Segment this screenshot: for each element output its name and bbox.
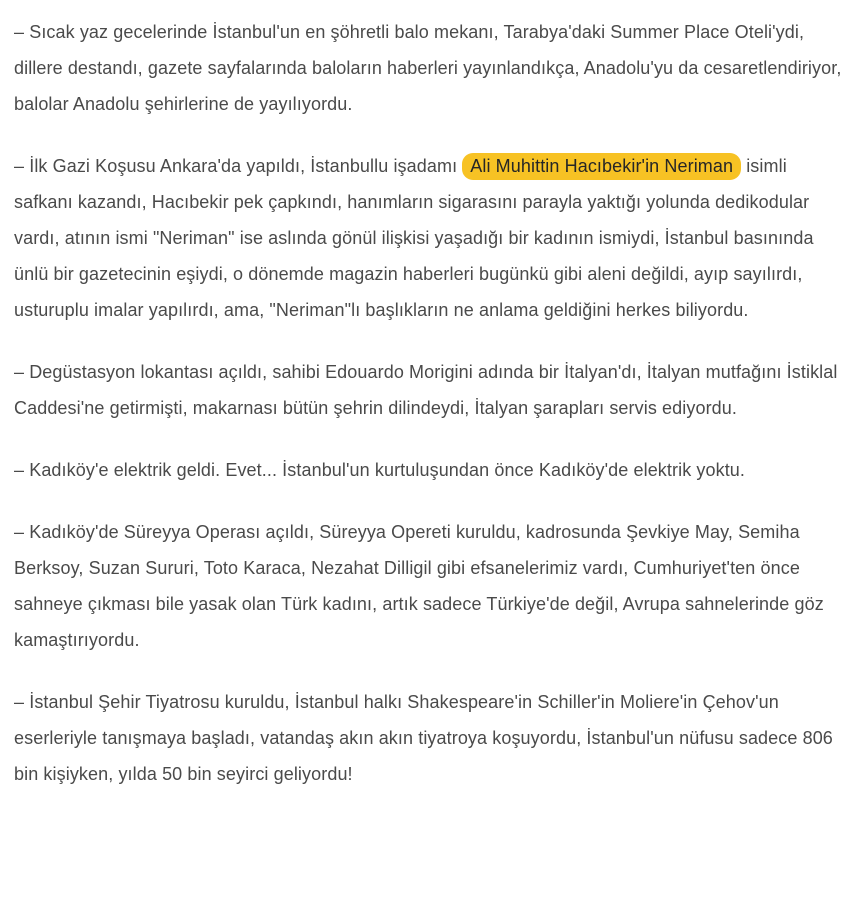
paragraph-balolar: – Sıcak yaz gecelerinde İstanbul'un en şöhretli balo mekanı, Tarabya'daki Summer Place Oteli'ydi, dillere destandı, gazete sayfalarında baloların haberleri yayınlandıkça, Anadolu'yu da cesaretlendiriyor, balolar Anadolu şehirlerine de yayılıyordu. xyxy=(14,22,842,114)
paragraph-sureyya-operasi: – Kadıköy'de Süreyya Operası açıldı, Süreyya Opereti kuruldu, kadrosunda Şevkiye May, Semiha Berksoy, Suzan Sururi, Toto Karaca, Nezahat Dilligil gibi efsanelerimiz vardı, Cumhuriyet'ten önce sahneye çıkması bile yasak olan Türk kadını, artık sadece Türkiye'de değil, Avrupa sahnelerinde göz kamaştırıyordu. xyxy=(14,522,824,650)
paragraph-gazi-kosusu xyxy=(14,148,844,328)
paragraph-kadikoy-elektrik: – Kadıköy'e elektrik geldi. Evet... İstanbul'un kurtuluşundan önce Kadıköy'de elektrik yoktu. xyxy=(14,460,746,480)
paragraph-degustasyon: – Degüstasyon lokantası açıldı, sahibi Edouardo Morigini adında bir İtalyan'dı, İtalyan mutfağını İstiklal Caddesi'ne getirmişti, makarnası bütün şehrin dilindeydi, İtalyan şarapları servis ediyordu. xyxy=(14,362,838,418)
paragraph-text-before-highlight: – İlk Gazi Koşusu Ankara'da yapıldı, İstanbullu işadamı xyxy=(14,156,463,176)
paragraph-sehir-tiyatrosu: – İstanbul Şehir Tiyatrosu kuruldu, İstanbul halkı Shakespeare'in Schiller'in Moliere'in Çehov'un eserleriyle tanışmaya başladı, vatandaş akın akın tiyatroya koşuyordu, İstanbul'un nüfusu sadece 806 bin kişiyken, yılda 50 bin seyirci geliyordu! xyxy=(14,692,833,784)
highlight-mark: Ali Muhittin Hacıbekir'in Neriman xyxy=(462,153,741,180)
paragraph-text-after-highlight: isimli safkanı kazandı, Hacıbekir pek çapkındı, hanımların sigarasını parayla yaktığı yolunda dedikodular vardı, atının ismi "Neriman" ise aslında gönül ilişkisi yaşadığı bir kadının ismiydi, İstanbul basınında ünlü bir gazetecinin eşiydi, o dönemde magazin haberleri bugünkü gibi aleni değildi, ayıp sayılırdı, usturuplu imalar yapılırdı, ama, "Neriman"lı başlıkların ne anlama geldiğini herkes biliyordu. xyxy=(14,156,814,320)
